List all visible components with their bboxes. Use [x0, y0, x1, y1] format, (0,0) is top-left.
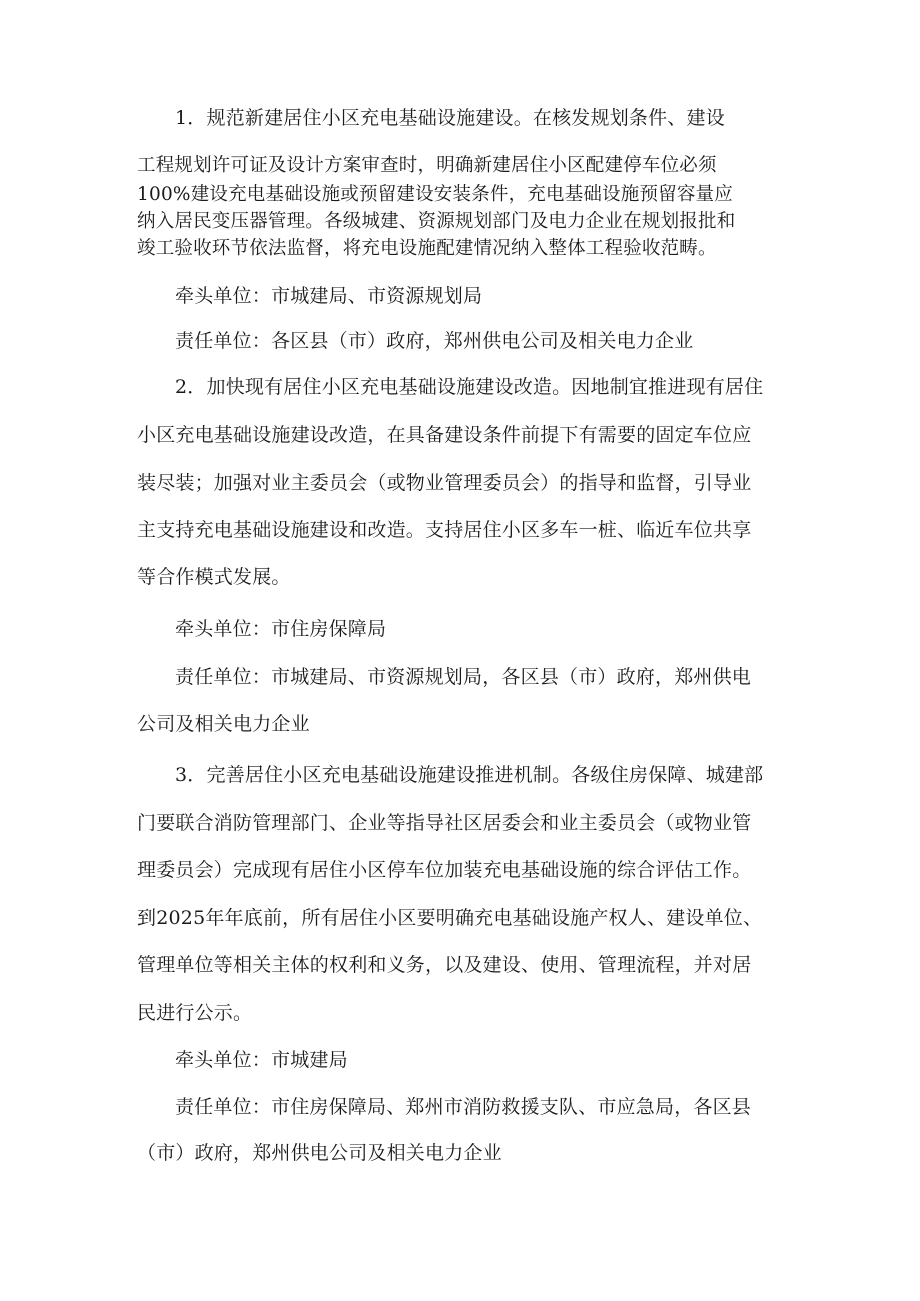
- section-2-responsible-line-1: 责任单位：市城建局、市资源规划局，各区县（市）政府，郑州供电: [175, 666, 752, 688]
- section-1-responsible-line-1: 责任单位：各区县（市）政府，郑州供电公司及相关电力企业: [175, 330, 694, 352]
- section-1-body-line-4: 竣工验收环节依法监督，将充电设施配建情况纳入整体工程验收范畴。: [137, 238, 717, 259]
- section-3-body-line-4: 管理单位等相关主体的权利和义务，以及建设、使用、管理流程，并对居: [137, 954, 752, 976]
- section-2-body-line-3: 主支持充电基础设施建设和改造。支持居住小区多车一桩、临近车位共享: [137, 519, 752, 541]
- section-3-body-line-5: 民进行公示。: [137, 1002, 253, 1024]
- section-1-heading: 1．规范新建居住小区充电基础设施建设。在核发规划条件、建设: [175, 107, 725, 129]
- section-2-body-line-1: 小区充电基础设施建设改造，在具备建设条件前提下有需要的固定车位应: [137, 424, 752, 446]
- section-3-responsible-line-2: （市）政府，郑州供电公司及相关电力企业: [137, 1142, 502, 1164]
- section-2-heading: 2．加快现有居住小区充电基础设施建设改造。因地制宜推进现有居住: [175, 376, 764, 398]
- section-1-body-line-1: 工程规划许可证及设计方案审查时，明确新建居住小区配建停车位必须: [137, 155, 717, 176]
- section-1-body-line-3: 纳入居民变压器管理。各级城建、资源规划部门及电力企业在规划报批和: [137, 211, 736, 232]
- section-2-responsible-line-2: 公司及相关电力企业: [137, 713, 310, 735]
- section-1-lead-unit: 牵头单位：市城建局、市资源规划局: [175, 285, 483, 307]
- section-1-body-line-2: 100%建设充电基础设施或预留建设安装条件，充电基础设施预留容量应: [137, 184, 733, 205]
- section-2-lead-unit: 牵头单位：市住房保障局: [175, 618, 387, 640]
- section-3-lead-unit: 牵头单位：市城建局: [175, 1049, 348, 1071]
- section-3-heading: 3．完善居住小区充电基础设施建设推进机制。各级住房保障、城建部: [175, 764, 764, 786]
- section-2-body-line-2: 装尽装；加强对业主委员会（或物业管理委员会）的指导和监督，引导业: [137, 472, 752, 494]
- section-3-body-line-3: 到2025年年底前，所有居住小区要明确充电基础设施产权人、建设单位、: [137, 907, 763, 929]
- section-3-body-line-1: 门要联合消防管理部门、企业等指导社区居委会和业主委员会（或物业管: [137, 812, 752, 834]
- section-2-body-line-4: 等合作模式发展。: [137, 566, 291, 588]
- section-3-body-line-2: 理委员会）完成现有居住小区停车位加装充电基础设施的综合评估工作。: [137, 859, 752, 881]
- section-3-responsible-line-1: 责任单位：市住房保障局、郑州市消防救援支队、市应急局，各区县: [175, 1096, 752, 1118]
